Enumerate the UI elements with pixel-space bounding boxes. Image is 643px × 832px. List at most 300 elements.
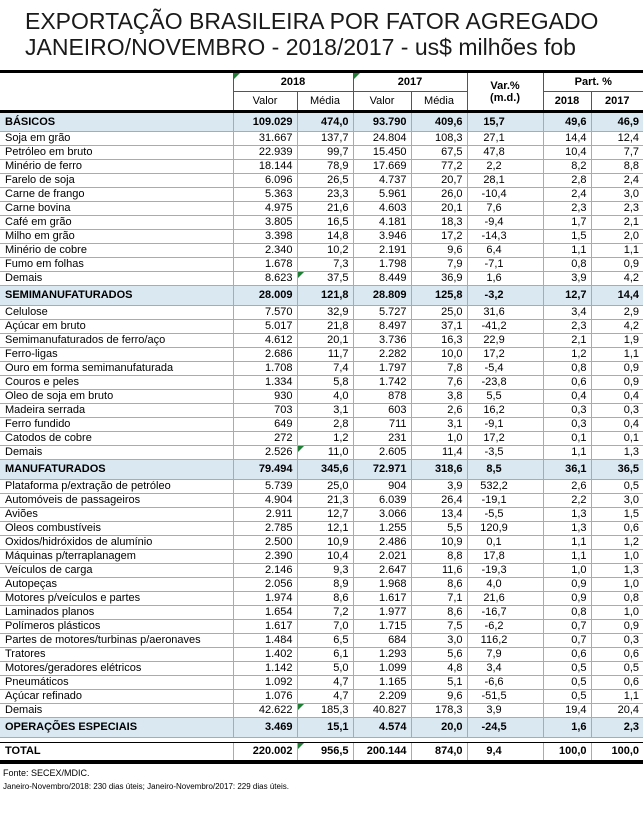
value-cell: 8,6 — [411, 578, 467, 592]
value-cell: 0,9 — [591, 362, 643, 376]
value-cell: 4.737 — [353, 174, 411, 188]
value-cell: 79.494 — [233, 460, 297, 480]
value-cell: 1.654 — [233, 606, 297, 620]
product-label: Açúcar refinado — [0, 690, 233, 704]
value-cell: 67,5 — [411, 146, 467, 160]
table-row — [0, 676, 643, 690]
value-cell: 0,3 — [591, 634, 643, 648]
value-cell: 1,1 — [591, 244, 643, 258]
value-cell: 0,6 — [543, 648, 591, 662]
value-cell: 3.066 — [353, 508, 411, 522]
value-cell: 120,9 — [467, 522, 543, 536]
value-cell: 4.574 — [353, 718, 411, 738]
value-cell: 11,4 — [411, 446, 467, 460]
product-label: Farelo de soja — [0, 174, 233, 188]
product-label: Madeira serrada — [0, 404, 233, 418]
value-cell: 1,0 — [591, 578, 643, 592]
comment-flag-icon — [298, 704, 304, 710]
value-cell: 3,4 — [543, 306, 591, 320]
value-cell: 5,5 — [411, 522, 467, 536]
comment-flag-icon — [298, 272, 304, 278]
table-row — [0, 592, 643, 606]
table-row — [0, 320, 643, 334]
value-cell: 31.667 — [233, 132, 297, 146]
value-cell: -23,8 — [467, 376, 543, 390]
value-cell: 4,0 — [297, 390, 353, 404]
product-label: Plataforma p/extração de petróleo — [0, 480, 233, 494]
value-cell: 125,8 — [411, 286, 467, 306]
value-cell: 1,3 — [591, 564, 643, 578]
value-cell: 2.146 — [233, 564, 297, 578]
value-cell: 4.904 — [233, 494, 297, 508]
product-label: Petróleo em bruto — [0, 146, 233, 160]
value-cell: 93.790 — [353, 112, 411, 132]
value-cell: 0,3 — [591, 404, 643, 418]
value-cell: 22.939 — [233, 146, 297, 160]
value-cell: 2.911 — [233, 508, 297, 522]
value-cell: 3.398 — [233, 230, 297, 244]
value-cell: 0,5 — [543, 676, 591, 690]
table-row — [0, 494, 643, 508]
value-cell: 1.715 — [353, 620, 411, 634]
value-cell: 2,3 — [591, 718, 643, 738]
value-cell: 2.526 — [233, 446, 297, 460]
header-media-2018: Média — [297, 92, 353, 112]
product-label: Soja em grão — [0, 132, 233, 146]
value-cell: 1.974 — [233, 592, 297, 606]
value-cell: 1,1 — [591, 690, 643, 704]
value-cell: 0,7 — [543, 620, 591, 634]
value-cell: 649 — [233, 418, 297, 432]
value-cell: 3,0 — [591, 188, 643, 202]
table-row — [0, 174, 643, 188]
value-cell: 72.971 — [353, 460, 411, 480]
value-cell: 25,0 — [297, 480, 353, 494]
value-cell: 13,4 — [411, 508, 467, 522]
value-cell: 2,6 — [411, 404, 467, 418]
value-cell: -5,5 — [467, 508, 543, 522]
comment-flag-icon — [234, 73, 240, 79]
value-cell: 22,9 — [467, 334, 543, 348]
table-row — [0, 564, 643, 578]
value-cell: 8,6 — [411, 606, 467, 620]
value-cell: 6,1 — [297, 648, 353, 662]
product-label: Demais — [0, 704, 233, 718]
table-row — [0, 634, 643, 648]
value-cell: 137,7 — [297, 132, 353, 146]
table-row — [0, 522, 643, 536]
product-label: SEMIMANUFATURADOS — [0, 286, 233, 306]
value-cell: 1.797 — [353, 362, 411, 376]
export-report-page — [0, 8, 643, 792]
value-cell: 185,3 — [297, 704, 353, 718]
value-cell: 7,8 — [411, 362, 467, 376]
product-label: Catodos de cobre — [0, 432, 233, 446]
value-cell: 17,2 — [467, 432, 543, 446]
value-cell: 100,0 — [591, 743, 643, 762]
table-row — [0, 404, 643, 418]
value-cell: 2,9 — [591, 306, 643, 320]
value-cell: 3,1 — [297, 404, 353, 418]
section-row — [0, 460, 643, 480]
value-cell: 0,6 — [591, 648, 643, 662]
value-cell: -5,4 — [467, 362, 543, 376]
value-cell: 9,4 — [467, 743, 543, 762]
table-row — [0, 480, 643, 494]
value-cell: 6,5 — [297, 634, 353, 648]
product-label: Celulose — [0, 306, 233, 320]
value-cell: 0,9 — [543, 592, 591, 606]
value-cell: 15,1 — [297, 718, 353, 738]
value-cell: 0,9 — [591, 620, 643, 634]
export-table — [0, 70, 643, 764]
page-title — [25, 8, 643, 60]
value-cell: 5,0 — [297, 662, 353, 676]
product-label: BÁSICOS — [0, 112, 233, 132]
value-cell: 1,1 — [591, 348, 643, 362]
table-row — [0, 146, 643, 160]
value-cell: 20,7 — [411, 174, 467, 188]
value-cell: 28,1 — [467, 174, 543, 188]
value-cell: 8,2 — [543, 160, 591, 174]
product-label: Aviões — [0, 508, 233, 522]
value-cell: 1.617 — [353, 592, 411, 606]
value-cell: 2,3 — [543, 202, 591, 216]
value-cell: 17,8 — [467, 550, 543, 564]
value-cell: 40.827 — [353, 704, 411, 718]
table-row — [0, 188, 643, 202]
value-cell: 0,5 — [543, 662, 591, 676]
value-cell: 0,9 — [543, 578, 591, 592]
value-cell: 200.144 — [353, 743, 411, 762]
header-part-percent: Part. % — [543, 72, 643, 92]
value-cell: 1.092 — [233, 676, 297, 690]
value-cell: 16,5 — [297, 216, 353, 230]
value-cell: 2,0 — [591, 230, 643, 244]
table-footnotes — [3, 767, 643, 792]
value-cell: -6,2 — [467, 620, 543, 634]
workdays-note: Janeiro-Novembro/2018: 230 dias úteis; Janeiro-Novembro/2017: 229 dias úteis. — [3, 781, 289, 791]
value-cell: 1.742 — [353, 376, 411, 390]
value-cell: 14,8 — [297, 230, 353, 244]
value-cell: 0,6 — [591, 676, 643, 690]
value-cell: -6,6 — [467, 676, 543, 690]
value-cell: 2.021 — [353, 550, 411, 564]
product-label: Motores/geradores elétricos — [0, 662, 233, 676]
value-cell: 21,3 — [297, 494, 353, 508]
value-cell: 7,5 — [411, 620, 467, 634]
value-cell: 9,6 — [411, 690, 467, 704]
value-cell: -9,4 — [467, 216, 543, 230]
table-body — [0, 112, 643, 762]
value-cell: -14,3 — [467, 230, 543, 244]
value-cell: 37,5 — [297, 272, 353, 286]
value-cell: 1,0 — [591, 550, 643, 564]
value-cell: 0,8 — [543, 362, 591, 376]
header-part-2017: 2017 — [591, 92, 643, 112]
table-header — [0, 72, 643, 112]
value-cell: 12,7 — [297, 508, 353, 522]
value-cell: 4,2 — [591, 320, 643, 334]
value-cell: 8,8 — [411, 550, 467, 564]
value-cell: 36,9 — [411, 272, 467, 286]
value-cell: 3,9 — [467, 704, 543, 718]
product-label: OPERAÇÕES ESPECIAIS — [0, 718, 233, 738]
value-cell: 99,7 — [297, 146, 353, 160]
comment-flag-icon — [298, 743, 304, 749]
value-cell: 0,1 — [543, 432, 591, 446]
value-cell: 17,2 — [467, 348, 543, 362]
value-cell: 9,6 — [411, 244, 467, 258]
value-cell: 7,1 — [411, 592, 467, 606]
value-cell: 409,6 — [411, 112, 467, 132]
value-cell: 2.390 — [233, 550, 297, 564]
value-cell: 0,8 — [591, 592, 643, 606]
value-cell: 32,9 — [297, 306, 353, 320]
value-cell: 532,2 — [467, 480, 543, 494]
source-note: Fonte: SECEX/MDIC. — [3, 767, 90, 778]
value-cell: 8.623 — [233, 272, 297, 286]
table-row — [0, 446, 643, 460]
value-cell: 8,5 — [467, 460, 543, 480]
table-row — [0, 362, 643, 376]
value-cell: 4.612 — [233, 334, 297, 348]
value-cell: -16,7 — [467, 606, 543, 620]
header-product-column — [0, 72, 233, 112]
value-cell: 17.669 — [353, 160, 411, 174]
value-cell: 14,4 — [543, 132, 591, 146]
value-cell: 15.450 — [353, 146, 411, 160]
value-cell: 16,3 — [411, 334, 467, 348]
value-cell: 2,3 — [543, 320, 591, 334]
value-cell: 47,8 — [467, 146, 543, 160]
value-cell: 1.402 — [233, 648, 297, 662]
value-cell: 7,9 — [467, 648, 543, 662]
value-cell: 78,9 — [297, 160, 353, 174]
product-label: TOTAL — [0, 743, 233, 762]
value-cell: 7,7 — [591, 146, 643, 160]
section-row — [0, 286, 643, 306]
value-cell: 1,2 — [591, 536, 643, 550]
value-cell: 0,4 — [543, 390, 591, 404]
value-cell: 7,2 — [297, 606, 353, 620]
product-label: Minério de ferro — [0, 160, 233, 174]
value-cell: 5.961 — [353, 188, 411, 202]
table-row — [0, 508, 643, 522]
value-cell: 108,3 — [411, 132, 467, 146]
value-cell: 10,2 — [297, 244, 353, 258]
product-label: Partes de motores/turbinas p/aeronaves — [0, 634, 233, 648]
table-row — [0, 258, 643, 272]
product-label: Couros e peles — [0, 376, 233, 390]
value-cell: 2.647 — [353, 564, 411, 578]
value-cell: 37,1 — [411, 320, 467, 334]
value-cell: 3,9 — [411, 480, 467, 494]
value-cell: 109.029 — [233, 112, 297, 132]
value-cell: 231 — [353, 432, 411, 446]
value-cell: 7,0 — [297, 620, 353, 634]
value-cell: 5.363 — [233, 188, 297, 202]
section-row — [0, 112, 643, 132]
value-cell: 1,2 — [297, 432, 353, 446]
value-cell: 0,9 — [591, 258, 643, 272]
comment-flag-icon — [354, 73, 360, 79]
header-group-2018: 2018 — [233, 72, 353, 92]
value-cell: 1,5 — [591, 508, 643, 522]
value-cell: 272 — [233, 432, 297, 446]
value-cell: 4,0 — [467, 578, 543, 592]
value-cell: -19,1 — [467, 494, 543, 508]
value-cell: 12,4 — [591, 132, 643, 146]
value-cell: 36,5 — [591, 460, 643, 480]
value-cell: 4.603 — [353, 202, 411, 216]
page-title-line1: EXPORTAÇÃO BRASILEIRA POR FATOR AGREGADO — [25, 8, 599, 34]
value-cell: 5.727 — [353, 306, 411, 320]
value-cell: 16,2 — [467, 404, 543, 418]
value-cell: 2,1 — [543, 334, 591, 348]
value-cell: 2.282 — [353, 348, 411, 362]
value-cell: 3.736 — [353, 334, 411, 348]
value-cell: 711 — [353, 418, 411, 432]
product-label: Pneumáticos — [0, 676, 233, 690]
value-cell: 5,8 — [297, 376, 353, 390]
value-cell: 1.678 — [233, 258, 297, 272]
value-cell: 0,1 — [467, 536, 543, 550]
value-cell: 474,0 — [297, 112, 353, 132]
table-row — [0, 306, 643, 320]
value-cell: 8,6 — [297, 592, 353, 606]
value-cell: 100,0 — [543, 743, 591, 762]
value-cell: 20,0 — [411, 718, 467, 738]
value-cell: 11,7 — [297, 348, 353, 362]
product-label: Demais — [0, 446, 233, 460]
value-cell: 5,6 — [411, 648, 467, 662]
value-cell: 2.686 — [233, 348, 297, 362]
product-label: Milho em grão — [0, 230, 233, 244]
value-cell: 0,4 — [591, 390, 643, 404]
value-cell: 7,4 — [297, 362, 353, 376]
header-valor-2017: Valor — [353, 92, 411, 112]
table-row — [0, 376, 643, 390]
value-cell: 1.076 — [233, 690, 297, 704]
value-cell: 4.975 — [233, 202, 297, 216]
header-var-percent: Var.% (m.d.) — [467, 72, 543, 112]
value-cell: 0,8 — [543, 606, 591, 620]
value-cell: -41,2 — [467, 320, 543, 334]
table-row — [0, 620, 643, 634]
product-label: Veículos de carga — [0, 564, 233, 578]
value-cell: 2.340 — [233, 244, 297, 258]
value-cell: -19,3 — [467, 564, 543, 578]
total-row — [0, 743, 643, 762]
value-cell: 3,8 — [411, 390, 467, 404]
value-cell: 4,7 — [297, 690, 353, 704]
value-cell: 14,4 — [591, 286, 643, 306]
value-cell: 0,3 — [543, 418, 591, 432]
product-label: Oleos combustíveis — [0, 522, 233, 536]
value-cell: 345,6 — [297, 460, 353, 480]
value-cell: 0,7 — [543, 634, 591, 648]
value-cell: 8.497 — [353, 320, 411, 334]
value-cell: 42.622 — [233, 704, 297, 718]
table-row — [0, 334, 643, 348]
product-label: Máquinas p/terraplanagem — [0, 550, 233, 564]
table-row — [0, 132, 643, 146]
value-cell: 10,9 — [411, 536, 467, 550]
value-cell: 1,2 — [543, 348, 591, 362]
value-cell: 2,4 — [591, 174, 643, 188]
product-label: Laminados planos — [0, 606, 233, 620]
product-label: Oleo de soja em bruto — [0, 390, 233, 404]
value-cell: 3,0 — [591, 494, 643, 508]
value-cell: 3.805 — [233, 216, 297, 230]
value-cell: 15,7 — [467, 112, 543, 132]
value-cell: 2.191 — [353, 244, 411, 258]
value-cell: 2,6 — [543, 480, 591, 494]
value-cell: 178,3 — [411, 704, 467, 718]
value-cell: -24,5 — [467, 718, 543, 738]
value-cell: 11,6 — [411, 564, 467, 578]
value-cell: 21,6 — [297, 202, 353, 216]
table-row — [0, 606, 643, 620]
value-cell: 3,4 — [467, 662, 543, 676]
value-cell: 27,1 — [467, 132, 543, 146]
table-row — [0, 578, 643, 592]
table-row — [0, 216, 643, 230]
value-cell: 7.570 — [233, 306, 297, 320]
value-cell: 10,0 — [411, 348, 467, 362]
value-cell: 8.449 — [353, 272, 411, 286]
value-cell: 1.334 — [233, 376, 297, 390]
value-cell: 4,8 — [411, 662, 467, 676]
header-valor-2018: Valor — [233, 92, 297, 112]
value-cell: 25,0 — [411, 306, 467, 320]
table-row — [0, 536, 643, 550]
value-cell: 49,6 — [543, 112, 591, 132]
value-cell: 77,2 — [411, 160, 467, 174]
value-cell: -3,2 — [467, 286, 543, 306]
value-cell: 1,3 — [543, 522, 591, 536]
value-cell: 31,6 — [467, 306, 543, 320]
value-cell: 904 — [353, 480, 411, 494]
value-cell: 2.209 — [353, 690, 411, 704]
value-cell: 930 — [233, 390, 297, 404]
value-cell: 1,9 — [591, 334, 643, 348]
value-cell: 1,0 — [591, 606, 643, 620]
value-cell: 20,1 — [297, 334, 353, 348]
value-cell: 24.804 — [353, 132, 411, 146]
product-label: Minério de cobre — [0, 244, 233, 258]
value-cell: -7,1 — [467, 258, 543, 272]
value-cell: 3,1 — [411, 418, 467, 432]
value-cell: 11,0 — [297, 446, 353, 460]
value-cell: 5,1 — [411, 676, 467, 690]
value-cell: 12,1 — [297, 522, 353, 536]
value-cell: 1,6 — [543, 718, 591, 738]
value-cell: 19,4 — [543, 704, 591, 718]
product-label: MANUFATURADOS — [0, 460, 233, 480]
value-cell: 12,7 — [543, 286, 591, 306]
value-cell: 2,1 — [591, 216, 643, 230]
value-cell: 956,5 — [297, 743, 353, 762]
value-cell: 703 — [233, 404, 297, 418]
value-cell: 1,1 — [543, 244, 591, 258]
value-cell: 1,5 — [543, 230, 591, 244]
value-cell: 2,8 — [297, 418, 353, 432]
value-cell: 0,5 — [591, 662, 643, 676]
header-media-2017: Média — [411, 92, 467, 112]
value-cell: -3,5 — [467, 446, 543, 460]
